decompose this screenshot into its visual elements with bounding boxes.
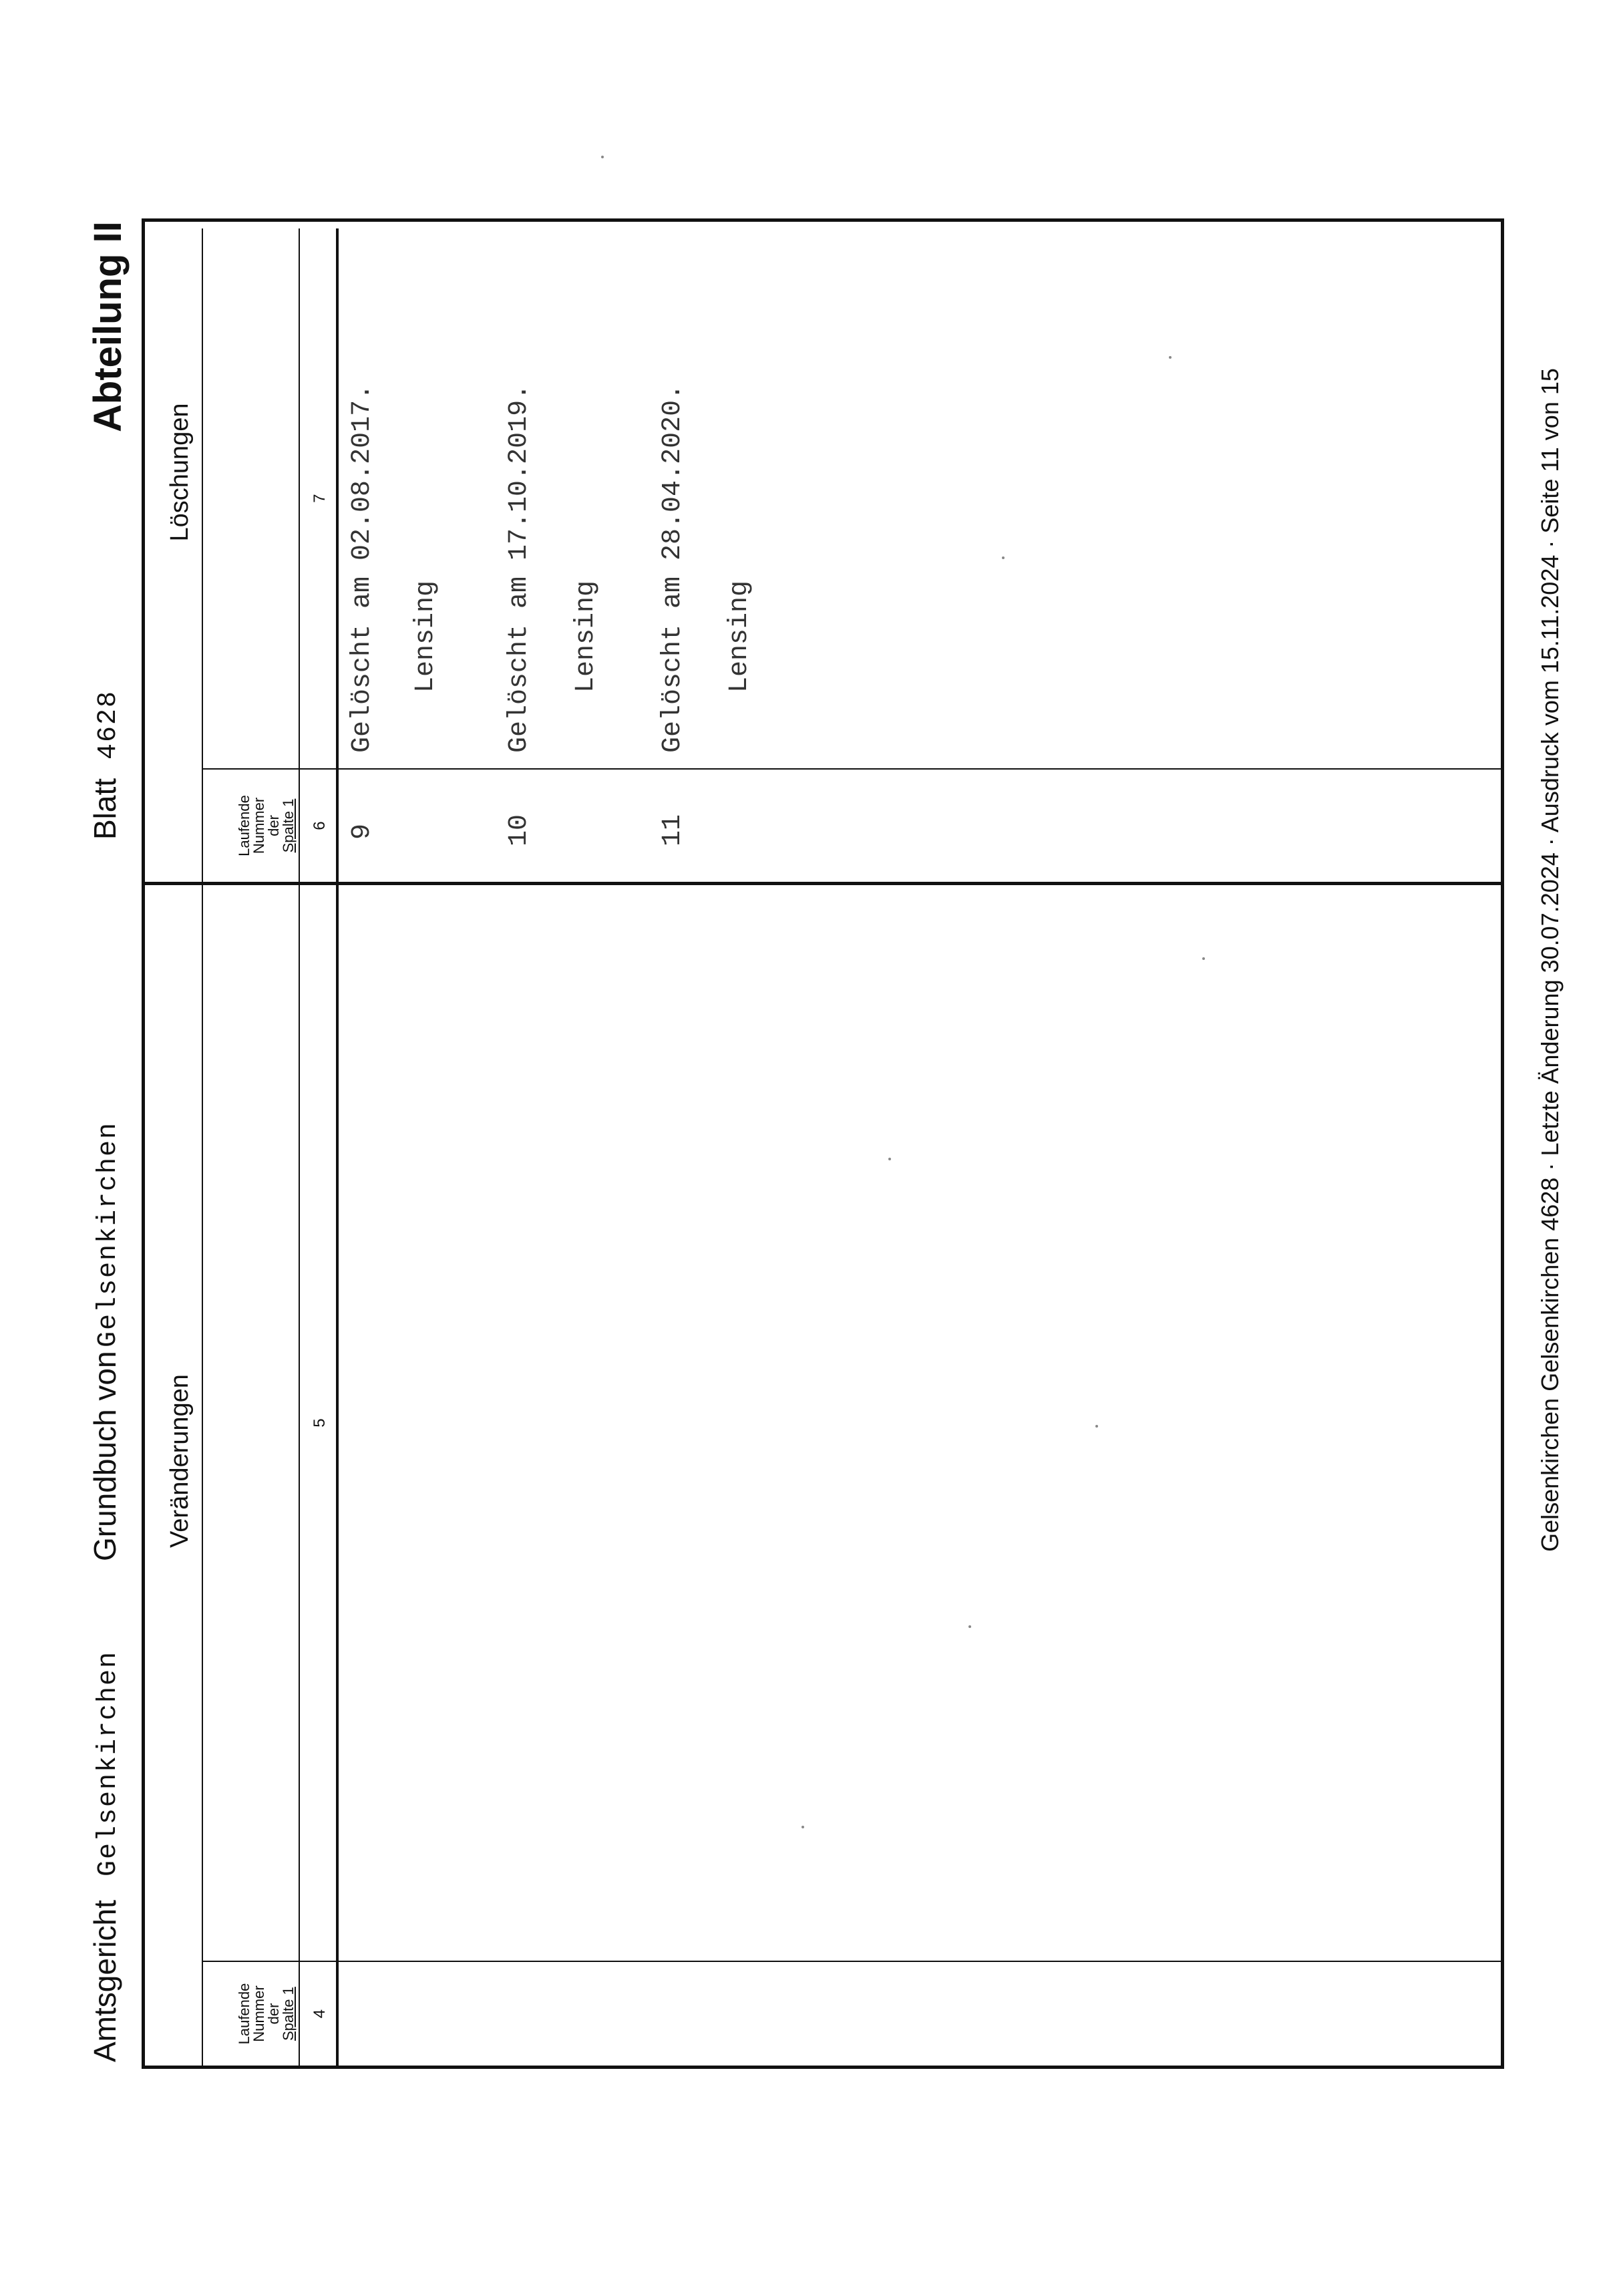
col-number-7: 7 (311, 494, 329, 503)
court-value: Gelsenkirchen (94, 1650, 124, 1876)
entry-signer: Lensing (411, 580, 441, 693)
col6-separator (202, 768, 1501, 770)
col-number-5: 5 (311, 1418, 329, 1428)
scan-speck (1002, 556, 1005, 559)
court-label: Amtsgericht (87, 1900, 122, 2062)
title-rule-left (202, 885, 203, 2066)
col4-separator (202, 1961, 1501, 1962)
entry-number: 10 (504, 814, 534, 846)
col4-header: Laufende Nummer der Spalte 1 (236, 1983, 297, 2045)
colnum-rule (336, 228, 339, 2066)
sheet-value: 4628 (94, 689, 124, 760)
sheet-label: Blatt (87, 778, 122, 840)
scan-speck (801, 1826, 804, 1828)
entry-number: 9 (347, 823, 377, 840)
scan-speck (1202, 957, 1205, 960)
scan-speck (1169, 356, 1172, 359)
section-divider (142, 882, 1504, 885)
scan-speck (1095, 1425, 1098, 1428)
entry-text: Gelöscht am 17.10.2019. (504, 383, 534, 753)
right-title: Löschungen (166, 403, 194, 542)
scan-speck (968, 1625, 971, 1628)
table-frame (142, 218, 1504, 2069)
scan-speck (888, 1158, 891, 1160)
col-number-4: 4 (311, 2009, 329, 2019)
footer: Gelsenkirchen Gelsenkirchen 4628 · Letzte Änderung 30.07.2024 · Ausdruck vom 15.11.2024 · Seite 11 von 15 (1536, 368, 1564, 1552)
title-rule-right (202, 228, 203, 882)
col6-header: Laufende Nummer der Spalte 1 (236, 795, 297, 856)
header-rule (299, 228, 300, 2066)
entry-signer: Lensing (571, 580, 601, 693)
col-number-6: 6 (311, 821, 329, 830)
section-title: Abteilung II (86, 221, 130, 432)
entry-signer: Lensing (725, 580, 755, 693)
entry-text: Gelöscht am 02.08.2017. (347, 383, 377, 753)
entry-number: 11 (658, 814, 688, 846)
entry-text: Gelöscht am 28.04.2020. (658, 383, 688, 753)
left-title: Veränderungen (166, 1374, 194, 1548)
book-label: Grundbuch von (87, 1351, 122, 1561)
book-value: Gelsenkirchen (94, 1121, 124, 1347)
scan-speck (601, 156, 604, 158)
